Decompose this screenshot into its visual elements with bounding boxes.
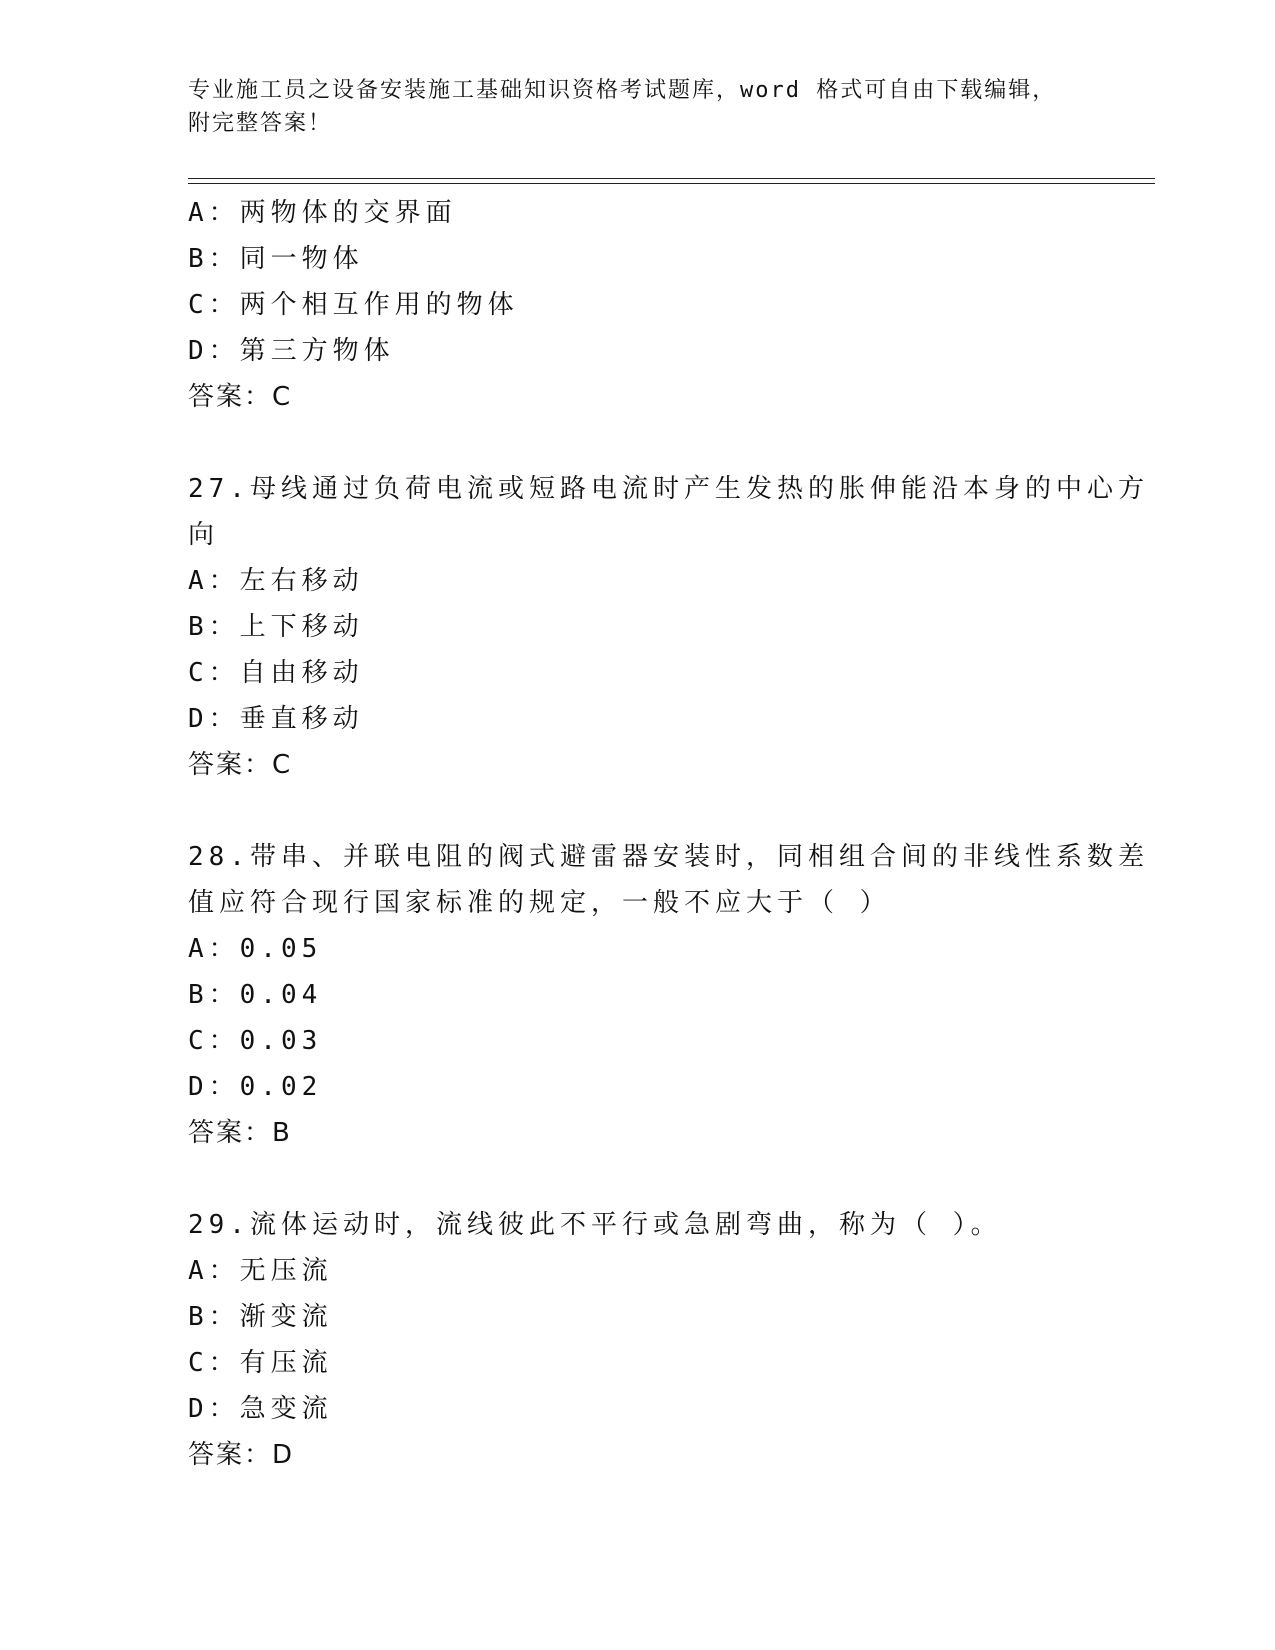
header-title-line-1: 专业施工员之设备安装施工基础知识资格考试题库，word 格式可自由下载编辑，	[188, 78, 1057, 103]
header-divider-bottom	[188, 183, 1155, 184]
question-stem-line-1: 27.母线通过负荷电流或短路电流时产生发热的胀伸能沿本身的中心方	[188, 474, 1149, 504]
answer: 答案：C	[188, 382, 293, 412]
option-d: D：第三方物体	[188, 336, 395, 366]
question-28	[188, 834, 1149, 1156]
spacer	[188, 420, 1088, 466]
option-d: D：0.02	[188, 1072, 323, 1102]
option-a: A：无压流	[188, 1256, 333, 1286]
spacer	[188, 1156, 1088, 1202]
option-c: C：两个相互作用的物体	[188, 290, 519, 320]
option-a: A：左右移动	[188, 566, 364, 596]
answer: 答案：B	[188, 1118, 292, 1148]
header-title-line-2: 附完整答案！	[188, 111, 333, 136]
question-stem	[188, 466, 1149, 558]
question-stem	[188, 1202, 1088, 1248]
document-header	[188, 74, 1088, 140]
option-b: B：同一物体	[188, 244, 364, 274]
question-27	[188, 466, 1149, 788]
option-c: C：0.03	[188, 1026, 323, 1056]
option-b: B：上下移动	[188, 612, 364, 642]
option-a: A：两物体的交界面	[188, 198, 457, 228]
option-b: B：渐变流	[188, 1302, 333, 1332]
question-stem	[188, 834, 1149, 926]
answer: 答案：D	[188, 1440, 295, 1470]
spacer	[188, 788, 1088, 834]
question-stem-line-1: 28.带串、并联电阻的阀式避雷器安装时，同相组合间的非线性系数差	[188, 842, 1149, 872]
question-29	[188, 1202, 1088, 1478]
option-c: C：有压流	[188, 1348, 333, 1378]
question-stem-line-2: 向	[188, 520, 220, 550]
header-divider-top	[188, 178, 1155, 179]
option-b: B：0.04	[188, 980, 323, 1010]
option-d: D：急变流	[188, 1394, 333, 1424]
option-a: A：0.05	[188, 934, 323, 964]
answer: 答案：C	[188, 750, 293, 780]
option-c: C：自由移动	[188, 658, 364, 688]
question-stem-line-1: 29.流体运动时，流线彼此不平行或急剧弯曲，称为（ ）。	[188, 1210, 1002, 1240]
question-26	[188, 190, 1088, 420]
option-d: D：垂直移动	[188, 704, 364, 734]
question-stem-line-2: 值应符合现行国家标准的规定，一般不应大于（ ）	[188, 888, 891, 918]
question-list	[188, 190, 1149, 1478]
